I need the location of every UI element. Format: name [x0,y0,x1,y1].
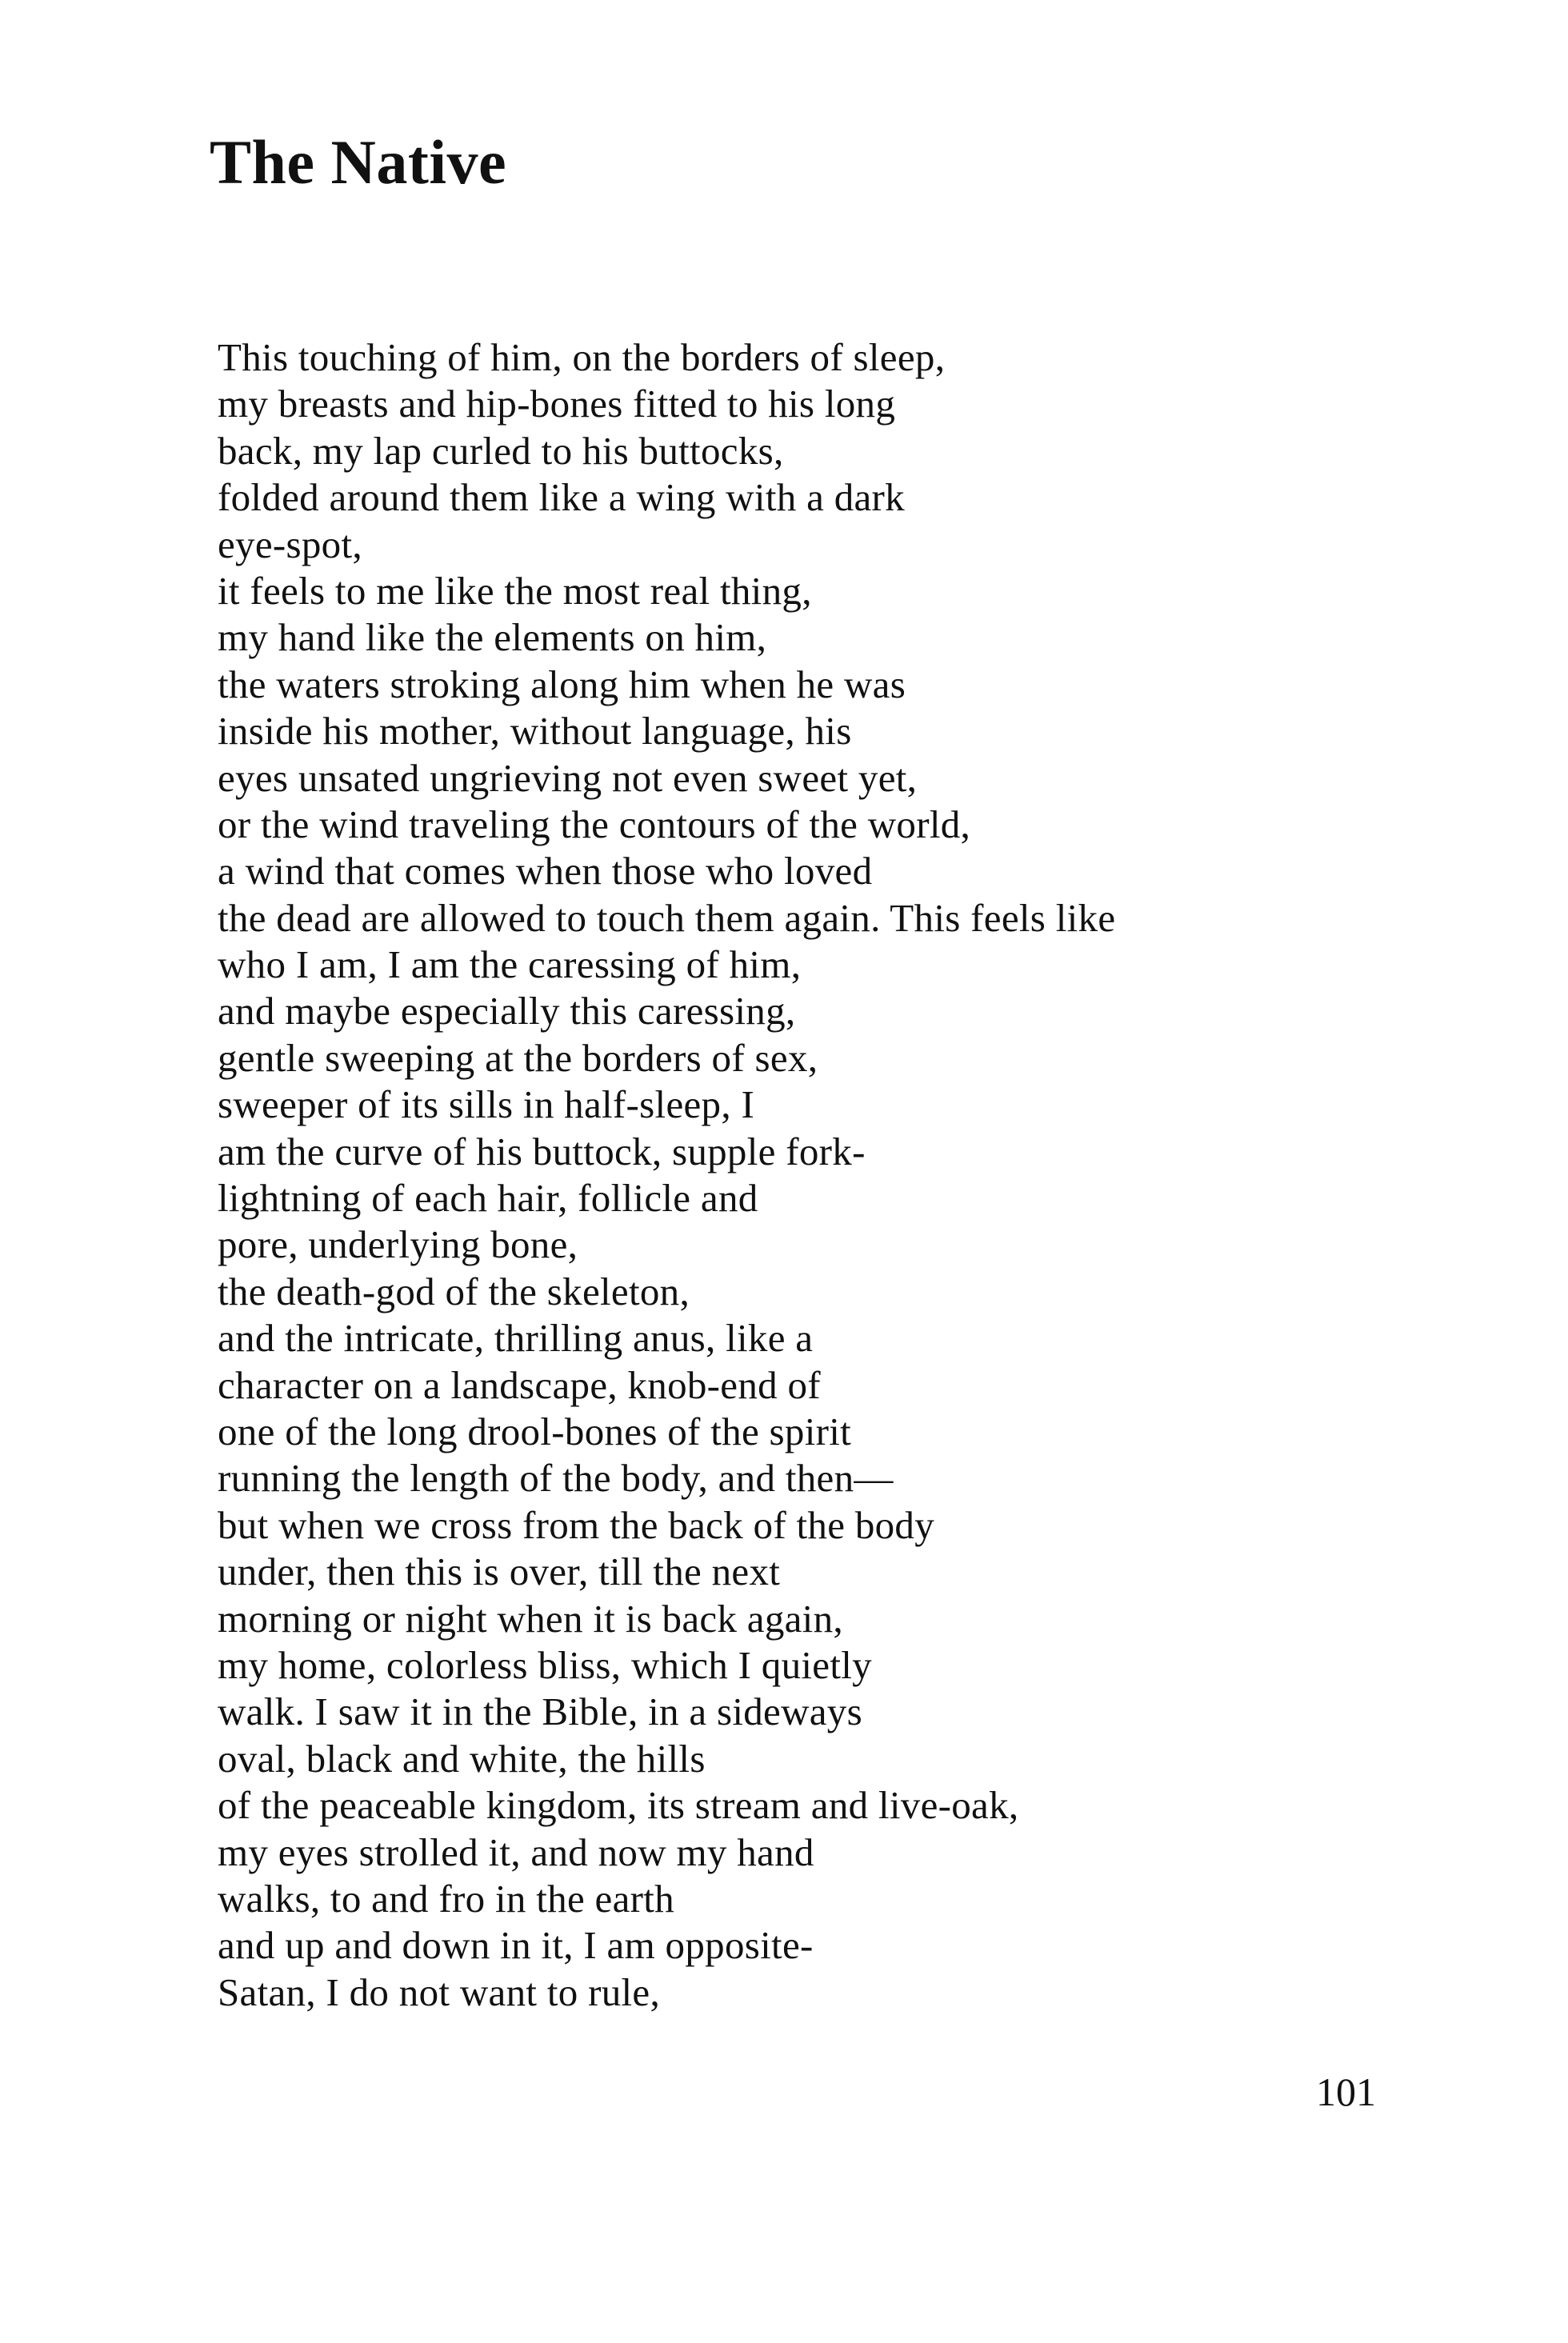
poem-line: my home, colorless bliss, which I quietly [218,1642,872,1687]
poem-line: inside his mother, without language, his [218,709,852,754]
poem-line: who I am, I am the caressing of him, [218,942,802,987]
poem-line: back, my lap curled to his buttocks, [218,428,784,473]
poem-line: one of the long drool-bones of the spirit [218,1409,852,1453]
poem-line: it feels to me like the most real thing, [218,568,812,613]
poem-line: Satan, I do not want to rule, [218,1969,661,2014]
poem-line: and the intricate, thrilling anus, like a [218,1316,814,1361]
poem-title: The Native [210,127,507,197]
poem-line: oval, black and white, the hills [218,1736,706,1781]
poem-line: lightning of each hair, follicle and [218,1176,758,1221]
poem-line: but when we cross from the back of the body [218,1502,935,1547]
poem-line: walks, to and fro in the earth [218,1876,674,1921]
poem-line: morning or night when it is back again, [218,1596,843,1641]
page-number: 101 [1316,2069,1376,2114]
poem-line: of the peaceable kingdom, its stream and live-oak, [218,1783,1019,1828]
poem-line: eyes unsated ungrieving not even sweet yet, [218,755,918,800]
poem-line: gentle sweeping at the borders of sex, [218,1035,818,1080]
poem-line: or the wind traveling the contours of the world, [218,802,971,846]
poem-line: under, then this is over, till the next [218,1549,781,1594]
poem-line: the waters stroking along him when he was [218,662,906,706]
poem-body [218,334,1466,2016]
poem-line: and maybe especially this caressing, [218,989,796,1034]
poem-line: my hand like the elements on him, [218,615,767,660]
poem-line: the death-god of the skeleton, [218,1269,690,1313]
poem-line: folded around them like a wing with a dark [218,475,905,520]
poem-line: character on a landscape, knob-end of [218,1362,821,1407]
poem-line: the dead are allowed to touch them again. This feels like [218,895,1116,940]
poem-line: pore, underlying bone, [218,1222,578,1267]
poem-line: my eyes strolled it, and now my hand [218,1829,814,1874]
poem-line: running the length of the body, and then— [218,1456,894,1501]
poem-line: eye-spot, [218,522,362,566]
poem-line: and up and down in it, I am opposite- [218,1923,814,1968]
poem-line: walk. I saw it in the Bible, in a sideways [218,1689,862,1734]
poem-line: a wind that comes when those who loved [218,849,873,894]
poem-line: am the curve of his buttock, supple fork- [218,1129,866,1173]
poem-line: my breasts and hip-bones fitted to his long [218,382,896,426]
poem-line: sweeper of its sills in half-sleep, I [218,1082,755,1127]
poem-line: This touching of him, on the borders of sleep, [218,335,946,379]
